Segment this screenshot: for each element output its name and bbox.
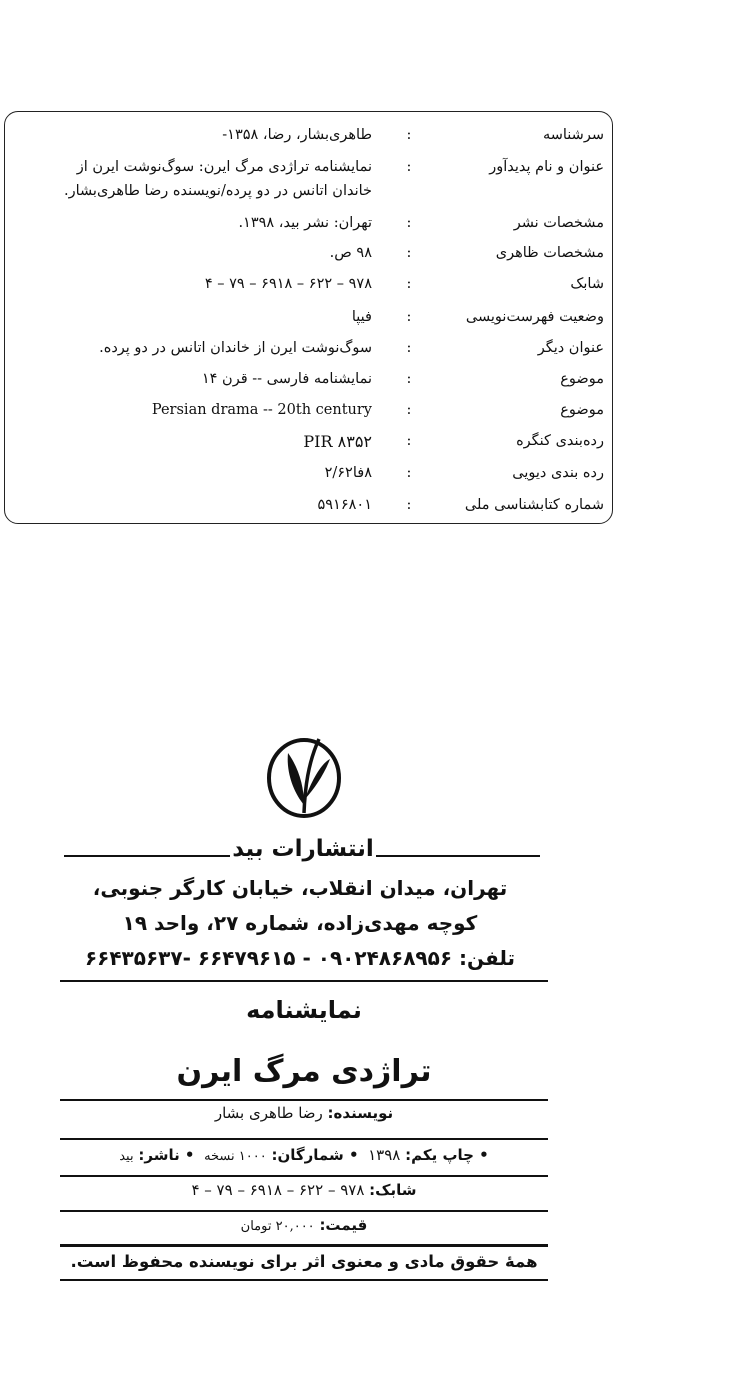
catalog-colon: : [406,340,412,356]
address-line-1: تهران، میدان انقلاب، خیابان کارگر جنوبی، [92,876,508,900]
catalog-colon: : [406,127,412,143]
catalog-value: فیپا [351,309,372,325]
catalog-value: تهران: نشر بید، ۱۳۹۸. [238,215,372,231]
copyright-notice: همهٔ حقوق مادی و معنوی اثر برای نویسنده محفوظ است. [70,1252,538,1271]
catalog-colon: : [406,215,412,231]
isbn-label: شابک: [369,1181,417,1199]
catalog-value: سوگ‌نوشت ایرن از خاندان اتانس در دو پرده. [99,340,372,356]
publisher-value: بید [119,1149,134,1164]
divider [60,1210,548,1212]
catalog-value: نمایشنامه تراژدی مرگ ایرن: سوگ‌نوشت ایرن از [76,159,372,175]
divider [64,855,230,857]
catalog-label: رده بندی دیویی [512,465,604,481]
catalog-value: PIR ۸۳۵۲ [303,432,372,451]
catalog-colon: : [406,433,412,449]
price-value: ۲۰,۰۰۰ تومان [240,1219,315,1234]
publisher-label: • ناشر: [138,1146,195,1164]
catalog-value: ۹۸ ص. [329,245,372,261]
catalog-colon: : [406,276,412,292]
divider [60,1099,548,1101]
catalog-box [4,111,613,524]
price-line [60,1216,548,1234]
divider [60,1138,548,1140]
print-count: ۱۰۰۰ نسخه [204,1149,267,1164]
catalog-label: شابک [570,276,604,292]
print-label: • چاپ یکم: [405,1146,489,1164]
book-genre: نمایشنامه [246,996,362,1024]
catalog-colon: : [406,497,412,513]
catalog-colon: : [406,371,412,387]
catalog-value: ۹۷۸ – ۶۲۲ – ۶۹۱۸ – ۷۹ – ۴ [204,276,372,292]
catalog-label: موضوع [560,371,604,387]
catalog-label: مشخصات نشر [513,215,604,231]
catalog-value: ۸فا۲/۶۲ [324,465,372,481]
catalog-value: Persian drama -- 20th century [151,402,372,418]
catalog-value: ۵۹۱۶۸۰۱ [317,497,372,513]
catalog-colon: : [406,245,412,261]
book-title: تراژدی مرگ ایرن [176,1054,432,1089]
author-label: نویسنده: [327,1104,394,1122]
author-name: رضا طاهری بشار [214,1104,323,1122]
address-line-2: کوچه مهدی‌زاده، شماره ۲۷، واحد ۱۹ [122,911,478,935]
isbn-value: ۹۷۸ – ۶۲۲ – ۶۹۱۸ – ۷۹ – ۴ [191,1181,365,1199]
catalog-label: عنوان دیگر [537,340,604,356]
catalog-label: وضعیت فهرست‌نویسی [465,309,604,325]
divider [60,1175,548,1177]
divider [60,1279,548,1281]
catalog-colon: : [406,402,412,418]
price-label: قیمت: [319,1216,368,1234]
divider [60,980,548,982]
isbn-line [60,1181,548,1199]
catalog-label: عنوان و نام پدیدآور [489,159,604,175]
catalog-value: خاندان اتانس در دو پرده/نویسنده رضا طاهری‌بشار. [63,183,372,199]
catalog-label: موضوع [560,402,604,418]
publisher-logo-icon [264,733,344,819]
catalog-label: مشخصات ظاهری [495,245,604,261]
publisher-name: انتشارات بید [232,836,374,862]
catalog-label: شماره کتابشناسی ملی [464,497,604,513]
catalog-colon: : [406,309,412,325]
divider [60,1244,548,1247]
phone-line: تلفن: ۰۹۰۲۴۸۶۸۹۵۶ - ۶۶۴۷۹۶۱۵ -۶۶۴۳۵۶۳۷ [84,946,516,970]
catalog-label: رده‌بندی کنگره [516,433,604,449]
catalog-label: سرشناسه [542,127,604,143]
divider [376,855,540,857]
print-info-line [60,1146,548,1164]
catalog-value: طاهری‌بشار، رضا، ۱۳۵۸- [222,127,372,143]
catalog-colon: : [406,465,412,481]
author-line [60,1104,548,1122]
print-year: ۱۳۹۸ [368,1146,401,1164]
catalog-value: نمایشنامه فارسی -- قرن ۱۴ [201,371,372,387]
catalog-colon: : [406,159,412,175]
count-label: • شمارگان: [271,1146,359,1164]
